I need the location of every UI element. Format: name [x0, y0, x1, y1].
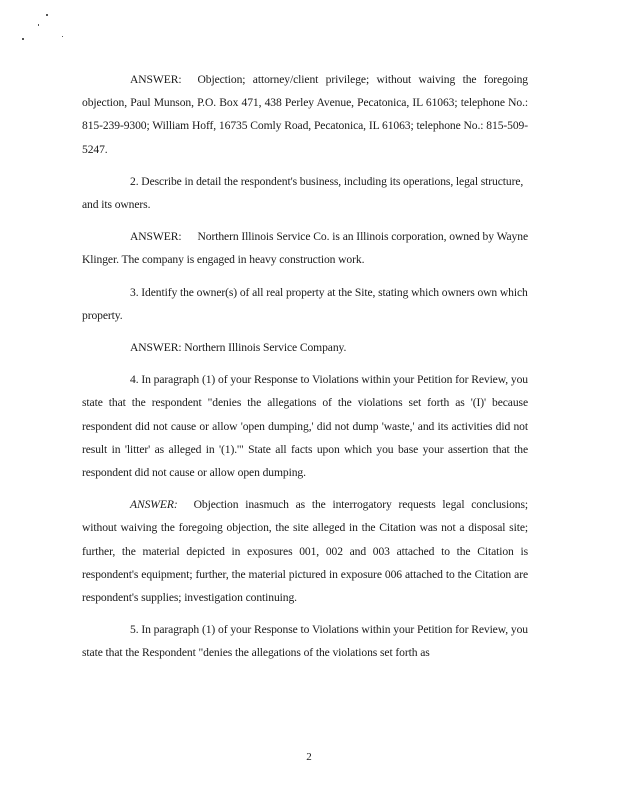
answer-paragraph-2	[82, 225, 528, 271]
answer-paragraph-3	[82, 336, 528, 359]
interrogatory-text: 4. In paragraph (1) of your Response to Violations within your Petition for Review, you state that the respondent "denies the allegations of the violations set forth as '(I)' because respondent did not cause or allow 'open dumping,' did not dump 'waste,' and its activities did not result in 'litter' as alleged in '(1).'" State all facts upon which you base your assertion that the respondent did not cause or allow open dumping.	[82, 373, 528, 480]
answer-label: ANSWER:	[130, 73, 182, 86]
interrogatory-4	[82, 368, 528, 484]
page-number: 2	[306, 751, 312, 763]
scan-speck	[62, 36, 63, 37]
interrogatory-3	[82, 281, 528, 327]
answer-text: Objection inasmuch as the interrogatory requests legal conclusions; without waiving the foregoing objection, the site alleged in the Citation was not a disposal site; further, the material depicted in exposures 001, 002 and 003 attached to the Citation is respondent's equipment; further, the material pictured in exposure 006 attached to the Citation are respondent's supplies; investigation continuing.	[82, 498, 528, 605]
answer-paragraph-4	[82, 493, 528, 609]
answer-text: Northern Illinois Service Co. is an Illinois corporation, owned by Wayne Klinger. The company is engaged in heavy construction work.	[82, 230, 528, 267]
answer-label: ANSWER:	[130, 498, 178, 512]
interrogatory-5	[82, 618, 528, 664]
interrogatory-text: 5. In paragraph (1) of your Response to Violations within your Petition for Review, you state that the Respondent "denies the allegations of the violations set forth as	[82, 623, 528, 660]
document-body	[82, 68, 528, 674]
scan-artifacts	[20, 12, 80, 52]
scan-speck	[38, 24, 39, 26]
interrogatory-text: 2. Describe in detail the respondent's business, including its operations, legal structure, and its owners.	[82, 174, 524, 212]
answer-text: ANSWER: Northern Illinois Service Company.	[130, 341, 347, 355]
interrogatory-2	[82, 170, 528, 216]
scan-speck	[46, 14, 48, 16]
answer-label: ANSWER:	[130, 230, 182, 244]
scan-speck	[22, 38, 24, 40]
answer-text: Objection; attorney/client privilege; without waiving the foregoing objection, Paul Munson, P.O. Box 471, 438 Perley Avenue, Pecatonica, IL 61063; telephone No.: 815-239-9300; William Hoff, 16735 Comly Road, Pecatonica, IL 61063; telephone No.: 815-509-5247.	[82, 73, 528, 156]
interrogatory-text: 3. Identify the owner(s) of all real property at the Site, stating which owners own which property.	[82, 285, 528, 322]
answer-paragraph-1	[82, 68, 528, 161]
